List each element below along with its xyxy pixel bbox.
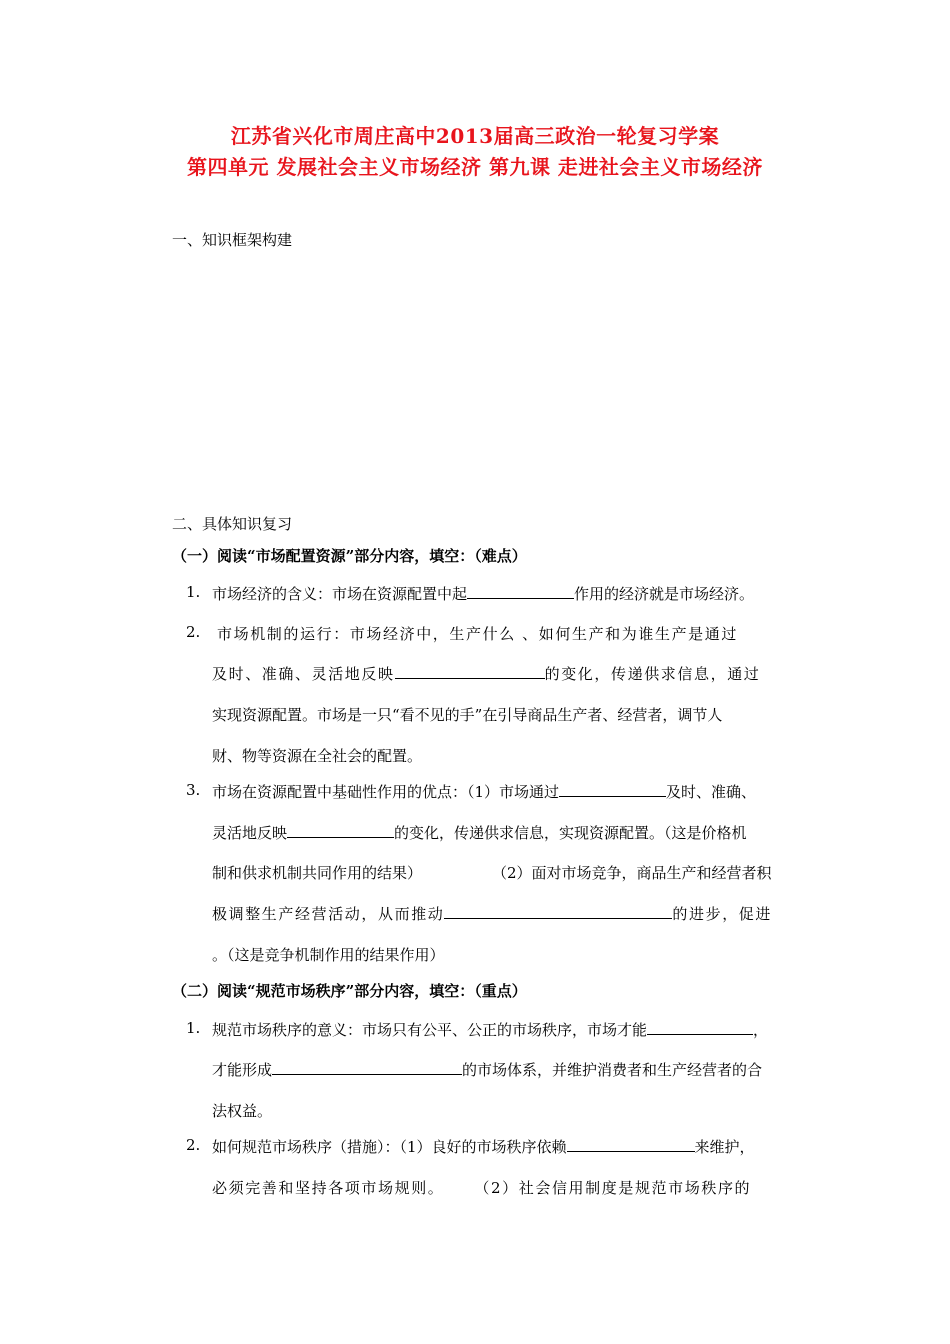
item2-line2 bbox=[212, 663, 760, 684]
item-number: 1. bbox=[186, 1019, 201, 1037]
item-text: 市场经济的含义：市场在资源配置中起 bbox=[212, 585, 468, 603]
section1-heading: 一、知识框架构建 bbox=[172, 231, 293, 249]
item-text: 的进步，促进 bbox=[672, 905, 773, 923]
item-text: 才能形成 bbox=[212, 1061, 273, 1079]
item-text: （2）面对市场竞争，商品生产和经营者积 bbox=[492, 864, 772, 882]
document-title-line2: 第四单元 发展社会主义市场经济 第九课 走进社会主义市场经济 bbox=[187, 155, 763, 179]
document-title-line1: 江苏省兴化市周庄高中2013届高三政治一轮复习学案 bbox=[230, 124, 720, 148]
item-text: 法权益。 bbox=[212, 1102, 273, 1120]
item-number: 1. bbox=[186, 583, 201, 601]
item-text: 如何规范市场秩序（措施）：（1）良好的市场秩序依赖 bbox=[212, 1138, 567, 1156]
item-text: 的市场体系，并维护消费者和生产经营者的合 bbox=[462, 1061, 763, 1079]
item-text: 的变化，传递供求信息，通过 bbox=[544, 665, 761, 683]
p2-item2-line1 bbox=[212, 1136, 755, 1157]
item-text: 的变化，传递供求信息，实现资源配置。（这是价格机 bbox=[394, 824, 747, 842]
item-text: ， bbox=[753, 1021, 769, 1039]
item-text: 作用的经济就是市场经济。 bbox=[574, 585, 755, 603]
fill-blank[interactable] bbox=[647, 1019, 753, 1035]
item3-line4 bbox=[212, 903, 772, 924]
item1-definition bbox=[212, 583, 754, 604]
item-text: 必须完善和坚持各项市场规则。 bbox=[212, 1179, 445, 1197]
item-text: 来维护， bbox=[694, 1138, 755, 1156]
item-text: 。（这是竞争机制作用的结果作用） bbox=[212, 946, 445, 964]
fill-blank[interactable] bbox=[467, 583, 574, 599]
item-text: 极调整生产经营活动，从而推动 bbox=[212, 905, 445, 923]
part2-heading: （二）阅读“规范市场秩序”部分内容，填空：（重点） bbox=[172, 982, 527, 1000]
item-text: 规范市场秩序的意义：市场只有公平、公正的市场秩序，市场才能 bbox=[212, 1021, 648, 1039]
fill-blank[interactable] bbox=[395, 663, 545, 679]
item-text: 灵活地反映 bbox=[212, 824, 288, 842]
item3-line1 bbox=[212, 781, 756, 802]
item-text: （2）社会信用制度是规范市场秩序的 bbox=[474, 1179, 752, 1197]
item-number: 2. bbox=[186, 1136, 201, 1154]
fill-blank[interactable] bbox=[444, 903, 672, 919]
p2-item1-line1 bbox=[212, 1019, 768, 1040]
item-number: 3. bbox=[186, 781, 201, 799]
part1-heading: （一）阅读“市场配置资源”部分内容，填空：（难点） bbox=[172, 547, 527, 565]
item3-line3 bbox=[212, 862, 772, 883]
item-text: 市场在资源配置中基础性作用的优点：（1）市场通过 bbox=[212, 783, 560, 801]
item-text: 制和供求机制共同作用的结果） bbox=[212, 864, 423, 882]
item-text: 财、物等资源在全社会的配置。 bbox=[212, 747, 423, 765]
item-text: 市场机制的运行：市场经济中，生产什么 、如何生产和为谁生产是通过 bbox=[217, 625, 738, 643]
item-number: 2. bbox=[186, 623, 201, 641]
fill-blank[interactable] bbox=[559, 781, 666, 797]
item-text: 及时、准确、灵活地反映 bbox=[212, 665, 395, 683]
fill-blank[interactable] bbox=[287, 822, 394, 838]
item-text: 及时、准确、 bbox=[666, 783, 757, 801]
p2-item1-line2 bbox=[212, 1059, 762, 1080]
section2-heading: 二、具体知识复习 bbox=[172, 515, 293, 533]
item-text: 实现资源配置。市场是一只“看不见的手”在引导商品生产者、经营者，调节人 bbox=[212, 706, 723, 724]
item3-line2 bbox=[212, 822, 747, 843]
fill-blank[interactable] bbox=[567, 1136, 695, 1152]
fill-blank[interactable] bbox=[272, 1059, 462, 1075]
p2-item2-line2 bbox=[212, 1177, 751, 1198]
